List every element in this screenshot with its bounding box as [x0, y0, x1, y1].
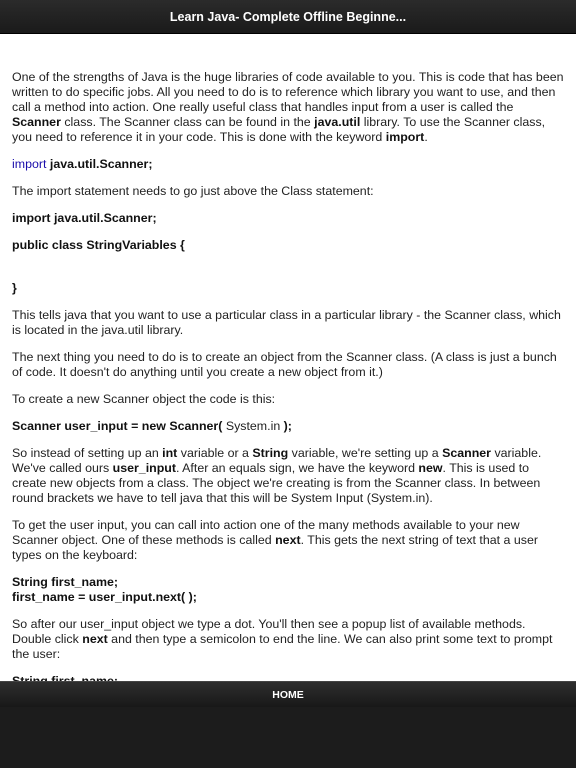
- page-title: Learn Java- Complete Offline Beginne...: [169, 9, 407, 24]
- title-bar: [0, 0, 576, 34]
- paragraph-scanner-variable: So instead of setting up an int variable or a String variable, we're setting up a Scanner variable. We've called ours user_input. After an equals sign, we have the keyword new. This is used to create new objects from a class. The object we're creating is from the Scanner class. In between round brackets we have to tell java that this will be System Input (System.in).: [12, 446, 542, 505]
- paragraph-user-input: To get the user input, you can call into action one of the many methods available to your new Scanner object. One of these methods is called next. This gets the next string of text that a user types on the keyboard:: [12, 518, 538, 562]
- paragraph-popup-methods: So after our user_input object we type a dot. You'll then see a popup list of available methods. Double click next and then type a semicolon to end the line. We can also print some text to prompt the user:: [12, 617, 553, 661]
- spacer: [12, 265, 564, 281]
- bottom-nav-bar: [0, 681, 576, 707]
- import-keyword: import: [12, 157, 47, 171]
- code-import-line: import java.util.Scanner;: [12, 157, 153, 171]
- paragraph-intro: One of the strengths of Java is the huge libraries of code available to you. This is code that has been written to do specific jobs. All you need to do is to reference which library you want to use, and then call a method into action. One really useful class that handles input from a user is called the Scanner class. The Scanner class can be found in the java.util library. To use the Scanner class, you need to reference it in your code. This is done with the keyword import.: [12, 70, 564, 144]
- code-first-name-next: String first_name; first_name = user_input.next( );: [12, 575, 197, 604]
- paragraph-import-statement: The import statement needs to go just above the Class statement:: [12, 184, 374, 198]
- home-button[interactable]: HOME: [260, 685, 316, 705]
- paragraph-create-scanner: To create a new Scanner object the code is this:: [12, 392, 276, 406]
- footer-area: [0, 707, 576, 768]
- code-class-close: }: [12, 281, 17, 295]
- code-import: import java.util.Scanner;: [12, 211, 157, 225]
- article-content[interactable]: [0, 34, 576, 681]
- code-new-scanner: Scanner user_input = new Scanner( System.in );: [12, 419, 292, 433]
- code-class-open: public class StringVariables {: [12, 238, 185, 252]
- paragraph-create-object: The next thing you need to do is to create an object from the Scanner class. (A class is just a bunch of code. It doesn't do anything until you create a new object from it.): [12, 350, 557, 379]
- paragraph-java-util: This tells java that you want to use a particular class in a particular library - the Scanner class, which is located in the java.util library.: [12, 308, 561, 337]
